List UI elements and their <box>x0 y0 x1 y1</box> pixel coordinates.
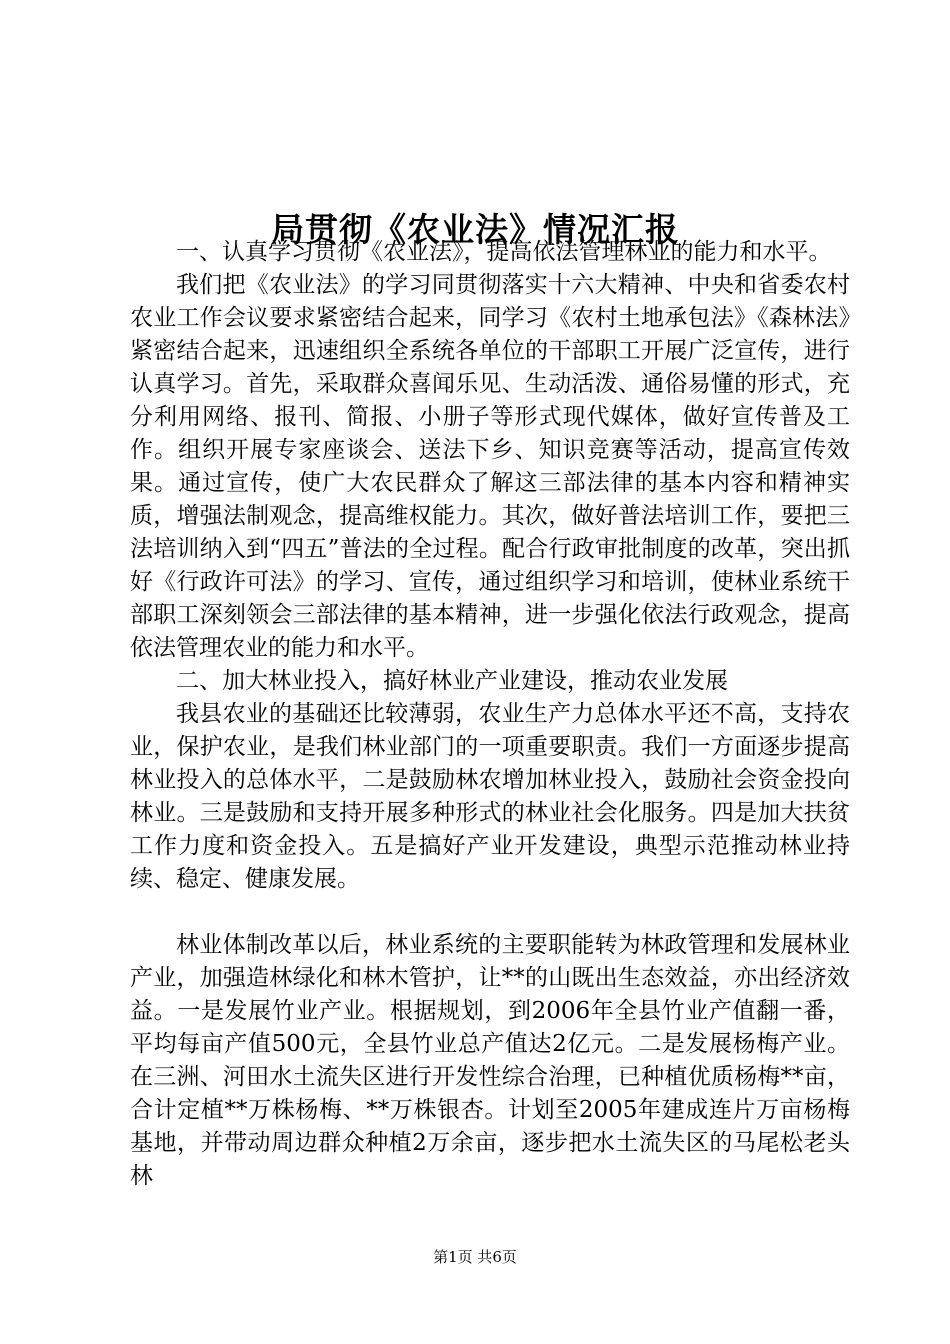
document-body <box>130 236 850 1193</box>
body-paragraph: 我们把《农业法》的学习同贯彻落实十六大精神、中央和省委农村农业工作会议要求紧密结合起来，同学习《农村土地承包法》《森林法》紧密结合起来，迅速组织全系统各单位的干部职工开展广泛宣传，进行认真学习。首先，采取群众喜闻乐见、生动活泼、通俗易懂的形式，充分利用网络、报刊、简报、小册子等形式现代媒体，做好宣传普及工作。组织开展专家座谈会、送法下乡、知识竞赛等活动，提高宣传效果。通过宣传，使广大农民群众了解这三部法律的基本内容和精神实质，增强法制观念，提高维权能力。其次，做好普法培训工作，要把三法培训纳入到“四五”普法的全过程。配合行政审批制度的改革，突出抓好《行政许可法》的学习、宣传，通过组织学习和培训，使林业系统干部职工深刻领会三部法律的基本精神，进一步强化依法行政观念，提高依法管理农业的能力和水平。 <box>130 272 850 661</box>
section-heading-2: 二、加大林业投入，搞好林业产业建设，推动农业发展 <box>176 668 728 694</box>
document-title: 局贯彻《农业法》情况汇报 <box>271 210 679 250</box>
body-paragraph: 我县农业的基础还比较薄弱，农业生产力总体水平还不高，支持农业，保护农业，是我们林业部门的一项重要职责。我们一方面逐步提高林业投入的总体水平，二是鼓励林农增加林业投入，鼓励社会资金投向林业。三是鼓励和支持开展多种形式的林业社会化服务。四是加大扶贫工作力度和资金投入。五是搞好产业开发建设，典型示范推动林业持续、稳定、健康发展。 <box>130 701 850 892</box>
section-heading-1: 一、认真学习贯彻《农业法》，提高依法管理林业的能力和水平。 <box>176 239 832 265</box>
body-paragraph: 林业体制改革以后，林业系统的主要职能转为林政管理和发展林业产业，加强造林绿化和林木管护，让**的山既出生态效益，亦出经济效益。一是发展竹业产业。根据规划，到2006年全县竹业产值翻一番，平均每亩产值500元，全县竹业总产值达2亿元。二是发展杨梅产业。在三洲、河田水土流失区进行开发性综合治理，已种植优质杨梅**亩，合计定植**万株杨梅、**万株银杏。计划至2005年建成连片万亩杨梅基地，并带动周边群众种植2万余亩，逐步把水土流失区的马尾松老头林 <box>130 932 850 1189</box>
page-number-footer: 第1页 共6页 <box>433 1248 517 1266</box>
